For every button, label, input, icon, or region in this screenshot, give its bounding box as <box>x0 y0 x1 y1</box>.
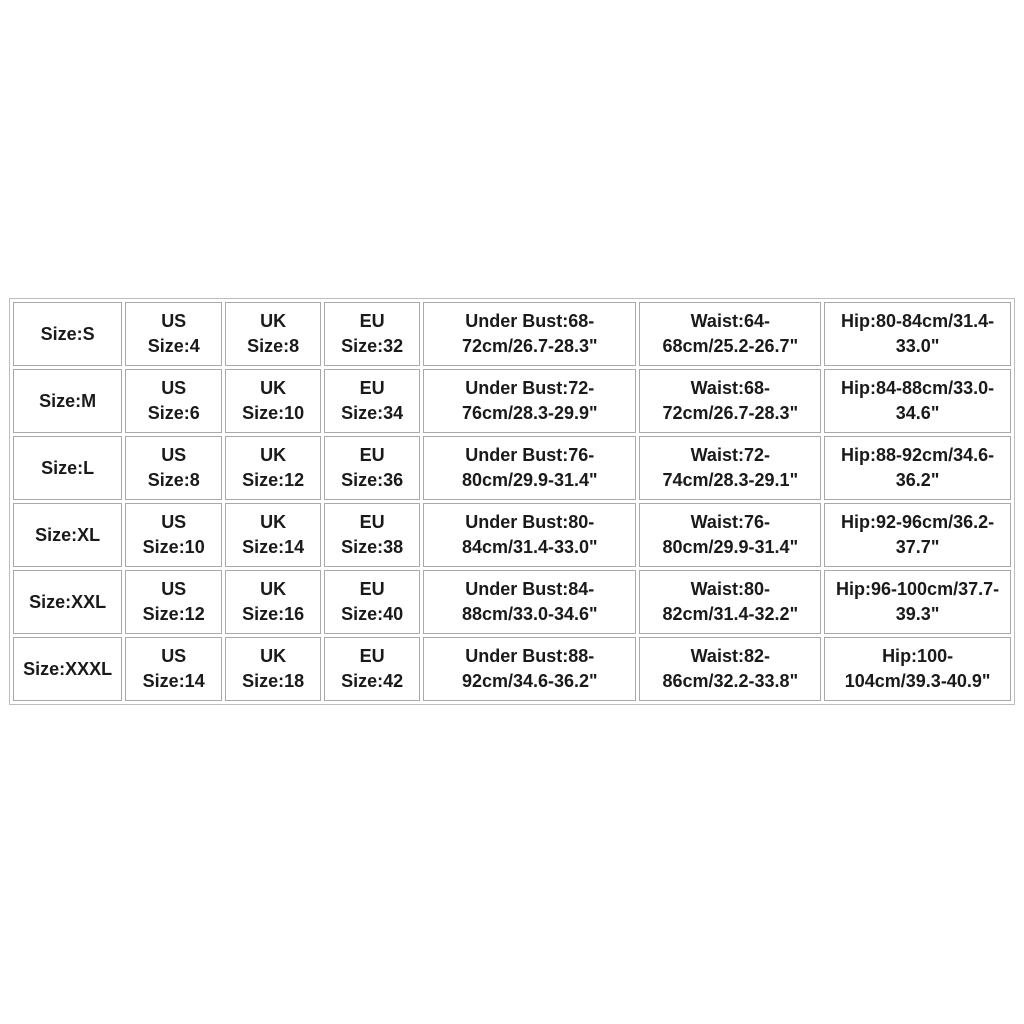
size-row-l <box>13 436 1011 500</box>
eu-size-cell: EU Size:40 <box>324 570 420 634</box>
us-size-cell: US Size:12 <box>125 570 222 634</box>
uk-size-cell: UK Size:12 <box>225 436 321 500</box>
hip-cell: Hip:96-100cm/37.7- 39.3" <box>824 570 1011 634</box>
size-cell: Size:M <box>13 369 122 433</box>
size-cell: Size:S <box>13 302 122 366</box>
hip-cell: Hip:88-92cm/34.6- 36.2" <box>824 436 1011 500</box>
size-row-xl <box>13 503 1011 567</box>
hip-cell: Hip:80-84cm/31.4- 33.0" <box>824 302 1011 366</box>
us-size-cell: US Size:10 <box>125 503 222 567</box>
us-size-cell: US Size:6 <box>125 369 222 433</box>
uk-size-cell: UK Size:16 <box>225 570 321 634</box>
size-row-s <box>13 302 1011 366</box>
eu-size-cell: EU Size:42 <box>324 637 420 701</box>
uk-size-cell: UK Size:8 <box>225 302 321 366</box>
size-cell: Size:L <box>13 436 122 500</box>
waist-cell: Waist:72- 74cm/28.3-29.1" <box>639 436 821 500</box>
us-size-cell: US Size:14 <box>125 637 222 701</box>
uk-size-cell: UK Size:10 <box>225 369 321 433</box>
size-row-xxl <box>13 570 1011 634</box>
under-bust-cell: Under Bust:76- 80cm/29.9-31.4" <box>423 436 636 500</box>
waist-cell: Waist:80- 82cm/31.4-32.2" <box>639 570 821 634</box>
uk-size-cell: UK Size:18 <box>225 637 321 701</box>
waist-cell: Waist:76- 80cm/29.9-31.4" <box>639 503 821 567</box>
eu-size-cell: EU Size:36 <box>324 436 420 500</box>
under-bust-cell: Under Bust:84- 88cm/33.0-34.6" <box>423 570 636 634</box>
eu-size-cell: EU Size:38 <box>324 503 420 567</box>
hip-cell: Hip:100- 104cm/39.3-40.9" <box>824 637 1011 701</box>
size-row-xxxl <box>13 637 1011 701</box>
us-size-cell: US Size:8 <box>125 436 222 500</box>
waist-cell: Waist:82- 86cm/32.2-33.8" <box>639 637 821 701</box>
us-size-cell: US Size:4 <box>125 302 222 366</box>
size-cell: Size:XXL <box>13 570 122 634</box>
size-row-m <box>13 369 1011 433</box>
waist-cell: Waist:64- 68cm/25.2-26.7" <box>639 302 821 366</box>
under-bust-cell: Under Bust:72- 76cm/28.3-29.9" <box>423 369 636 433</box>
hip-cell: Hip:84-88cm/33.0- 34.6" <box>824 369 1011 433</box>
size-cell: Size:XL <box>13 503 122 567</box>
under-bust-cell: Under Bust:88- 92cm/34.6-36.2" <box>423 637 636 701</box>
under-bust-cell: Under Bust:80- 84cm/31.4-33.0" <box>423 503 636 567</box>
waist-cell: Waist:68- 72cm/26.7-28.3" <box>639 369 821 433</box>
uk-size-cell: UK Size:14 <box>225 503 321 567</box>
hip-cell: Hip:92-96cm/36.2- 37.7" <box>824 503 1011 567</box>
under-bust-cell: Under Bust:68- 72cm/26.7-28.3" <box>423 302 636 366</box>
size-chart-table <box>9 298 1015 705</box>
size-cell: Size:XXXL <box>13 637 122 701</box>
eu-size-cell: EU Size:34 <box>324 369 420 433</box>
eu-size-cell: EU Size:32 <box>324 302 420 366</box>
